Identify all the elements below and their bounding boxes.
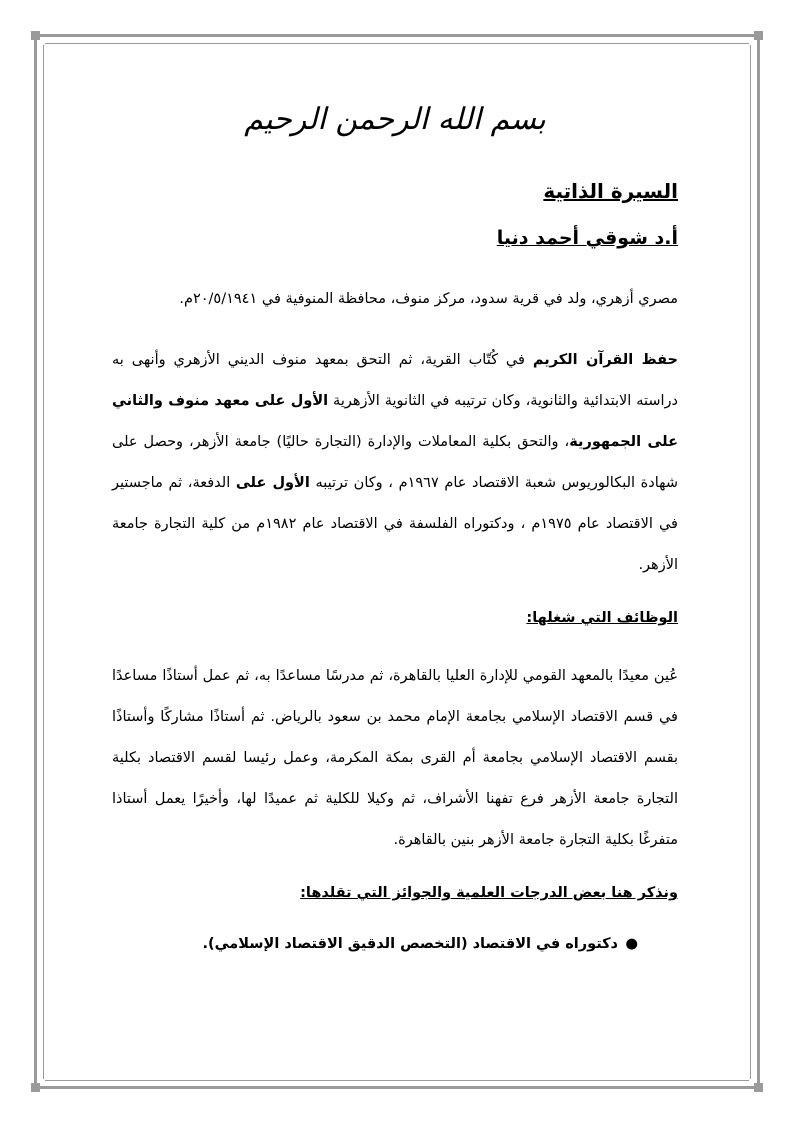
cv-document [112, 95, 678, 957]
border-corner-bottom-right [754, 1083, 763, 1092]
page-border-bottom-inner [45, 1080, 749, 1081]
degree-text: دكتوراه في الاقتصاد (التخصص الدقيق الاقتصاد الإسلامي). [202, 936, 618, 952]
border-corner-bottom-left [31, 1083, 40, 1092]
page-border-right-inner [750, 45, 751, 1079]
education-paragraph [112, 340, 678, 586]
border-corner-top-right [754, 31, 763, 40]
education-text-3: الدفعة، ثم ماجستير في الاقتصاد عام ١٩٧٥م ، ودكتوراه الفلسفة في الاقتصاد عام ١٩٨٢م من كلية التجارة جامعة الأزهر. [112, 475, 678, 573]
page-border-right [757, 35, 760, 1089]
page-border-top-inner [45, 43, 749, 44]
degrees-list [112, 931, 678, 957]
basmala-calligraphy: بسم الله الرحمن الرحيم [244, 102, 546, 137]
page-border-left [34, 35, 37, 1089]
bullet-icon: ● [625, 936, 638, 952]
page-border-bottom [35, 1086, 759, 1089]
jobs-paragraph: عُين معيدًا بالمعهد القومي للإدارة العليا بالقاهرة، ثم مدرسًا مساعدًا به، ثم عمل أستاذًا مساعدًا في قسم الاقتصاد الإسلامي بجامعة الإمام محمد بن سعود بالرياض. ثم أستاذًا مشاركًا وأستاذًا بقسم الاقتصاد الإسلامي بجامعة أم القرى بمكة المكرمة، وعمل رئيسا لقسم الاقتصاد بكلية التجارة جامعة الأزهر فرع تفهنا الأشراف، ثم وكيلا للكلية ثم عميدًا لها، وأخيرًا يعمل أستاذا متفرغًا بكلية التجارة جامعة الأزهر بنين بالقاهرة. [112, 668, 678, 848]
birth-paragraph: مصري أزهري، ولد في قرية سدود، مركز منوف، محافظة المنوفية في ٢٠/٥/١٩٤١م. [179, 291, 678, 307]
education-text-2: ، والتحق بكلية المعاملات والإدارة (التجارة حاليًا) جامعة الأزهر، وحصل على شهادة البكالوريوس شعبة الاقتصاد عام ١٩٦٧م ، وكان ترتيبه [112, 434, 678, 491]
page-border-left-inner [43, 45, 44, 1079]
jobs-heading: الوظائف التي شغلها: [526, 610, 678, 626]
page-border-top [35, 34, 759, 37]
education-bold-quran: حفظ القرآن الكريم [532, 352, 678, 368]
education-bold-rank: الأول على معهد منوف والثاني على الجمهورية [112, 393, 678, 450]
border-corner-top-left [31, 31, 40, 40]
list-item [112, 931, 638, 957]
page-title: السيرة الذاتية [543, 179, 678, 203]
education-bold-first: الأول على [235, 475, 310, 491]
education-text-1: في كُتّاب القرية، ثم التحق بمعهد منوف الديني الأزهري وأنهى به دراسته الابتدائية والثانوية، وكان ترتيبه في الثانوية الأزهرية [112, 352, 678, 409]
person-name: أ.د شوقي أحمد دنيا [496, 227, 678, 249]
degrees-heading: ونذكر هنا بعض الدرجات العلمية والجوائز التي تقلدها: [300, 885, 678, 901]
